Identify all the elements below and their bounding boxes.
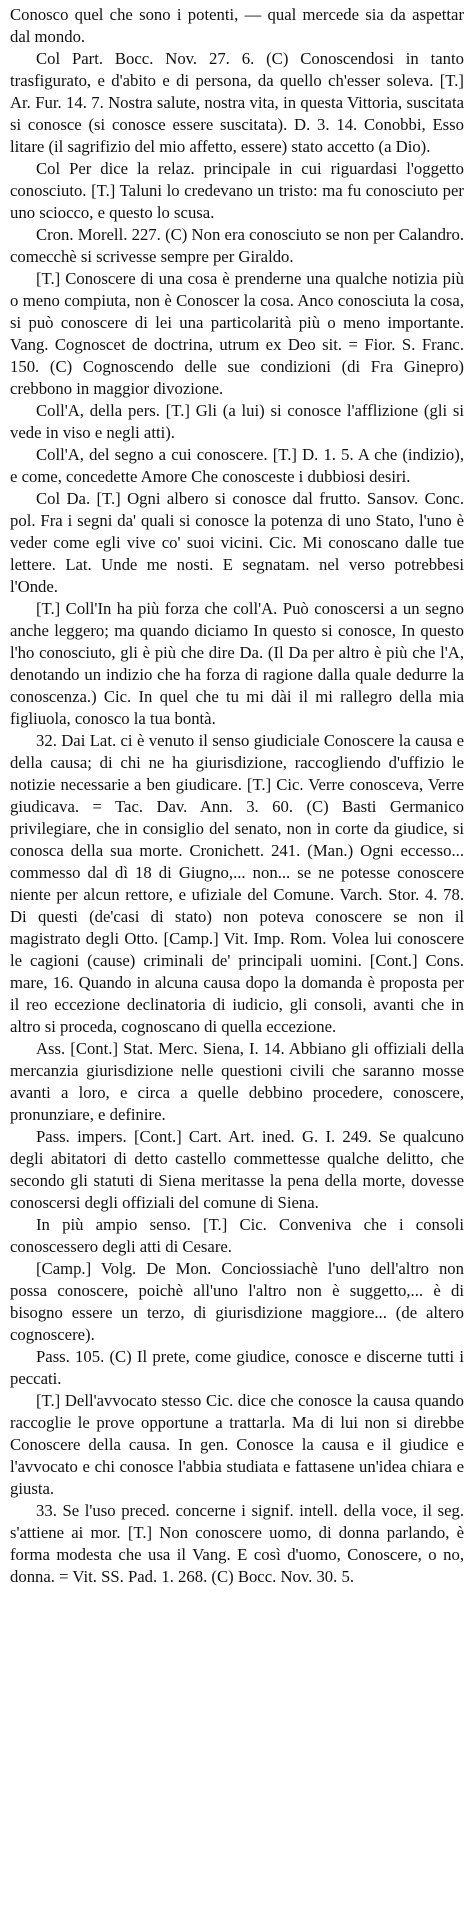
entry-paragraph: Ass. [Cont.] Stat. Merc. Siena, I. 14. Abbiano gli offiziali della mercanzia giurisdizione nelle questioni civili che saranno mosse avanti a loro, e circa a quelle debbino procedere, conoscere, pronunziare, e definire.	[10, 1039, 464, 1124]
sense-33-paragraph: 33. Se l'uso preced. concerne i signif. intell. della voce, il seg. s'attiene ai mor. [T.] Non conoscere uomo, di donna parlando, è forma modesta che usa il Vang. E così d'uomo, Conoscere, o no, donna. = Vit. SS. Pad. 1. 268. (C) Bocc. Nov. 30. 5.	[10, 1501, 464, 1586]
entry-paragraph: Col Da. [T.] Ogni albero si conosce dal frutto. Sansov. Conc. pol. Fra i segni da' quali si conosce la potenza di uno Stato, l'uno è veder come egli vive co' suoi vicini. Cic. Mi conoscano dalle tue lettere. Lat. Unde me nosti. E segnatam. nel verso potrebbesi l'Onde.	[10, 489, 464, 596]
entry-paragraph: [T.] Conoscere di una cosa è prenderne una qualche notizia più o meno compiuta, non è Conoscer la cosa. Anco conosciuta la cosa, si può conoscere di lei una particolarità più o meno importante. Vang. Cognoscet de doctrina, utrum ex Deo sit. = Fior. S. Franc. 150. (C) Cognoscendo delle sue condizioni (di Fra Ginepro) crebbono in maggior divozione.	[10, 269, 464, 398]
entry-paragraph: [Camp.] Volg. De Mon. Conciossiachè l'uno dell'altro non possa conoscere, poichè all'uno l'altro non è suggetto,... è di bisogno essere un terzo, di giurisdizione maggiore... (de altero cognoscere).	[10, 1259, 464, 1344]
entry-paragraph: [T.] Dell'avvocato stesso Cic. dice che conosce la causa quando raccoglie le prove opportune a trattarla. Ma di lui non si direbbe Conoscere della causa. In gen. Conosce la causa e il giudice e l'avvocato e chi conosce l'abbia studiata e fattasene un'idea chiara e giusta.	[10, 1391, 464, 1498]
entry-paragraph: [T.] Coll'In ha più forza che coll'A. Può conoscersi a un segno anche leggero; ma quando diciamo In questo si conosce, In questo l'ho conosciuto, gli è più che dire Da. (Il Da per altro è più che l'A, denotando un indizio che ha forza di ragione dalla quale dedurre la conoscenza.) Cic. In quel che tu mi dài il mi rallegro della mia figliuola, conosco la tua bontà.	[10, 599, 464, 728]
entry-paragraph: Col Per dice la relaz. principale in cui riguardasi l'oggetto conosciuto. [T.] Taluni lo credevano un tristo: ma fu conosciuto per uno sciocco, e questo lo scusa.	[10, 159, 464, 222]
entry-paragraph: Coll'A, del segno a cui conoscere. [T.] D. 1. 5. A che (indizio), e come, concedette Amore Che conosceste i dubbiosi desiri.	[10, 445, 464, 486]
entry-paragraph: Col Part. Bocc. Nov. 27. 6. (C) Conoscendosi in tanto trasfigurato, e d'abito e di persona, da quello ch'esser soleva. [T.] Ar. Fur. 14. 7. Nostra salute, nostra vita, in questa Vittoria, suscitata si conosce (si conosce essere suscitata). D. 3. 14. Conobbi, Esso litare (il sagrifizio del mio affetto, essere) stato accetto (a Dio).	[10, 49, 464, 156]
entry-paragraph: Coll'A, della pers. [T.] Gli (a lui) si conosce l'afflizione (gli si vede in viso e negli atti).	[10, 401, 464, 442]
entry-paragraph: Cron. Morell. 227. (C) Non era conosciuto se non per Calandro. comecchè si scrivesse sempre per Giraldo.	[10, 225, 464, 266]
entry-paragraph: Pass. 105. (C) Il prete, come giudice, conosce e discerne tutti i peccati.	[10, 1347, 464, 1388]
entry-paragraph: In più ampio senso. [T.] Cic. Conveniva che i consoli conoscessero degli atti di Cesare.	[10, 1215, 464, 1256]
entry-paragraph: Conosco quel che sono i potenti, — qual mercede sia da aspettar dal mondo.	[10, 5, 464, 46]
sense-32-paragraph: 32. Dai Lat. ci è venuto il senso giudiciale Conoscere la causa e della causa; di chi ne ha giurisdizione, raccogliendo d'uffizio le notizie necessarie a ben giudicare. [T.] Cic. Verre conosceva, Verre giudicava. = Tac. Dav. Ann. 3. 60. (C) Basti Germanico privilegiare, che in consiglio del senato, non in corte da giudice, si conosca della sua morte. Cronichett. 241. (Man.) Ogni eccesso... commesso dal dì 18 di Giugno,... non... se ne potesse conoscere niente per alcun rettore, e ufiziale del Comune. Varch. Stor. 4. 78. Di questi (de'casi di stato) non poteva conoscere se non il magistrato degli Otto. [Camp.] Vit. Imp. Rom. Volea lui conoscere le cagioni (cause) criminali de' principali uomini. [Cont.] Cons. mare, 16. Quando in alcuna causa dopo la domanda è proposta per il reo eccezione declinatoria di iudicio, gli consoli, avanti che in altro si proceda, cognoscano di quella eccezione.	[10, 731, 464, 1036]
entry-paragraph: Pass. impers. [Cont.] Cart. Art. ined. G. I. 249. Se qualcuno degli abitatori di detto castello commettesse qualche delitto, che secondo gli statuti di Siena meritasse la pena della morte, dovesse conoscersi degli offiziali del comune di Siena.	[10, 1127, 464, 1212]
